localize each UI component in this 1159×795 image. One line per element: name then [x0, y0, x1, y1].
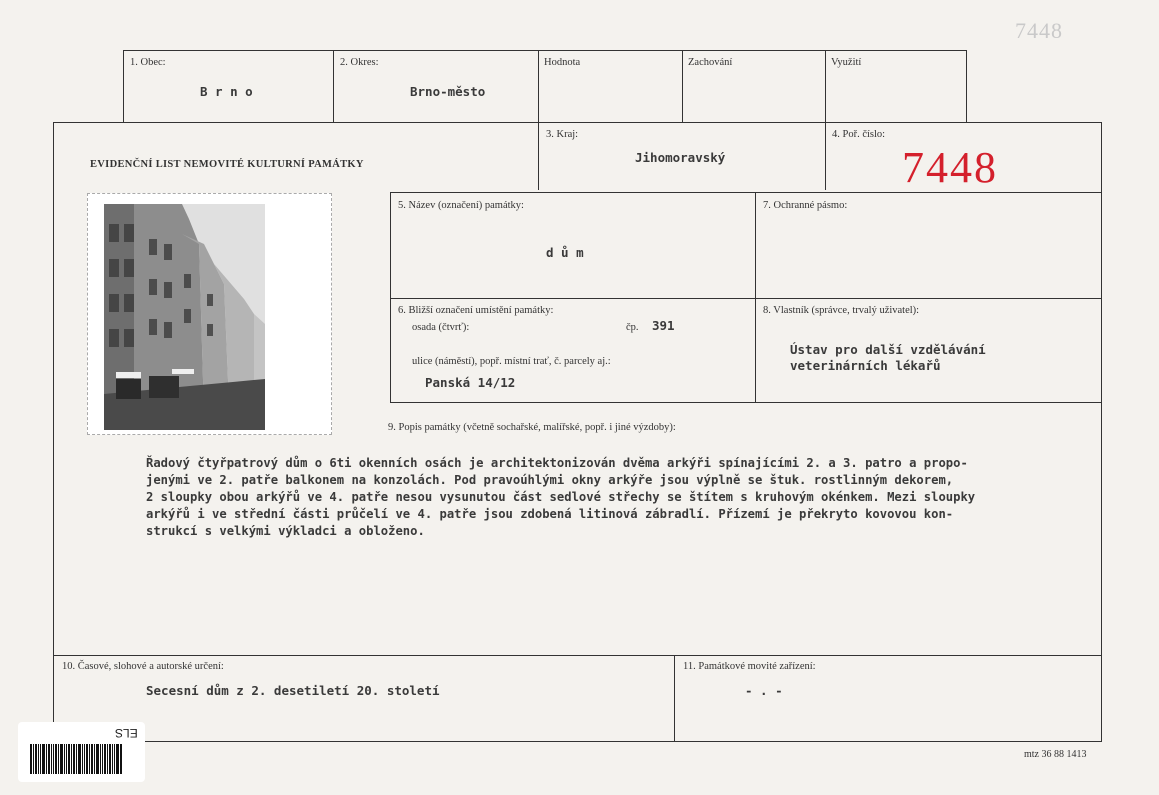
photo-frame [87, 193, 332, 435]
popis-label: 9. Popis památky (včetně sochařské, malířské, popř. i jiné výzdoby): [388, 422, 676, 433]
divider [825, 50, 826, 190]
popis-line: 2 sloupky obou arkýřů ve 4. patře nesou vysunutou část sedlové střechy se štítem s kruhovým okénkem. Mezi sloupky [146, 490, 976, 504]
zarizeni-value: - . - [745, 683, 783, 698]
vlastnik-line-1: Ústav pro další vzdělávání [790, 342, 986, 357]
ulice-value: Panská 14/12 [425, 375, 516, 390]
divider [333, 50, 334, 122]
document-title: EVIDENČNÍ LIST NEMOVITÉ KULTURNÍ PAMÁTKY [90, 159, 364, 170]
urceni-label: 10. Časové, slohové a autorské určení: [62, 661, 224, 672]
divider [682, 50, 683, 122]
popis-line: Řadový čtyřpatrový dům o 6ti okenních osách je architektonizován dvěma arkýři spínajícími 2. a 3. patro a propo- [146, 456, 968, 470]
cp-value: 391 [652, 318, 675, 333]
vlastnik-label: 8. Vlastník (správce, trvalý uživatel): [763, 305, 920, 316]
obec-label: 1. Obec: [130, 57, 166, 68]
building-photo-image [104, 204, 265, 430]
divider [390, 192, 1101, 193]
popis-line: jenými ve 2. patře balkonem na konzolách. Pod pravoúhlými okny arkýře jsou výplně se štuk. rostlinným dekorem, [146, 473, 954, 487]
divider [123, 50, 124, 122]
barcode-text: ELS [115, 726, 138, 740]
nazev-label: 5. Název (označení) památky: [398, 200, 524, 211]
por-cislo-value: 7448 [902, 143, 998, 192]
building-photo [104, 204, 265, 430]
zarizeni-label: 11. Památkové movité zařízení: [683, 661, 816, 672]
divider [53, 741, 1102, 742]
divider [390, 298, 1101, 299]
por-cislo-label: 4. Poř. číslo: [832, 129, 886, 140]
barcode [30, 744, 138, 774]
zachovani-label: Zachování [688, 57, 733, 68]
divider [966, 50, 967, 122]
obec-value: B r n o [200, 84, 253, 99]
divider [53, 122, 1102, 123]
kraj-value: Jihomoravský [635, 150, 726, 165]
popis-line: arkýřů i ve střední části průčelí ve 4. patře jsou zdobená litinová zábradlí. Přízemí je překryto kovovou kon- [146, 507, 954, 521]
divider [1101, 122, 1102, 742]
cp-label: čp. [626, 322, 639, 333]
divider [390, 402, 1101, 403]
nazev-value: d ů m [546, 245, 584, 260]
divider [390, 192, 391, 402]
urceni-value: Secesní dům z 2. desetiletí 20. století [146, 683, 440, 698]
hodnota-label: Hodnota [544, 57, 581, 68]
divider [53, 655, 1102, 656]
form-code: mtz 36 88 1413 [1024, 749, 1087, 760]
divider [755, 192, 756, 402]
handwritten-number: 7448 [1015, 18, 1063, 43]
ochranne-pasmo-label: 7. Ochranné pásmo: [763, 200, 848, 211]
divider [674, 655, 675, 741]
umisteni-label: 6. Bližší označení umístění památky: [398, 305, 554, 316]
okres-value: Brno-město [410, 84, 486, 99]
divider [53, 122, 54, 742]
divider [538, 50, 539, 190]
osada-label: osada (čtvrť): [412, 322, 470, 333]
kraj-label: 3. Kraj: [546, 129, 579, 140]
popis-line: strukcí s velkými výkladci a obloženo. [146, 524, 425, 538]
vyuziti-label: Využití [831, 57, 862, 68]
okres-label: 2. Okres: [340, 57, 379, 68]
vlastnik-line-2: veterinárních lékařů [790, 358, 941, 373]
ulice-label: ulice (náměstí), popř. místní trať, č. parcely aj.: [412, 356, 611, 367]
divider [123, 50, 966, 51]
